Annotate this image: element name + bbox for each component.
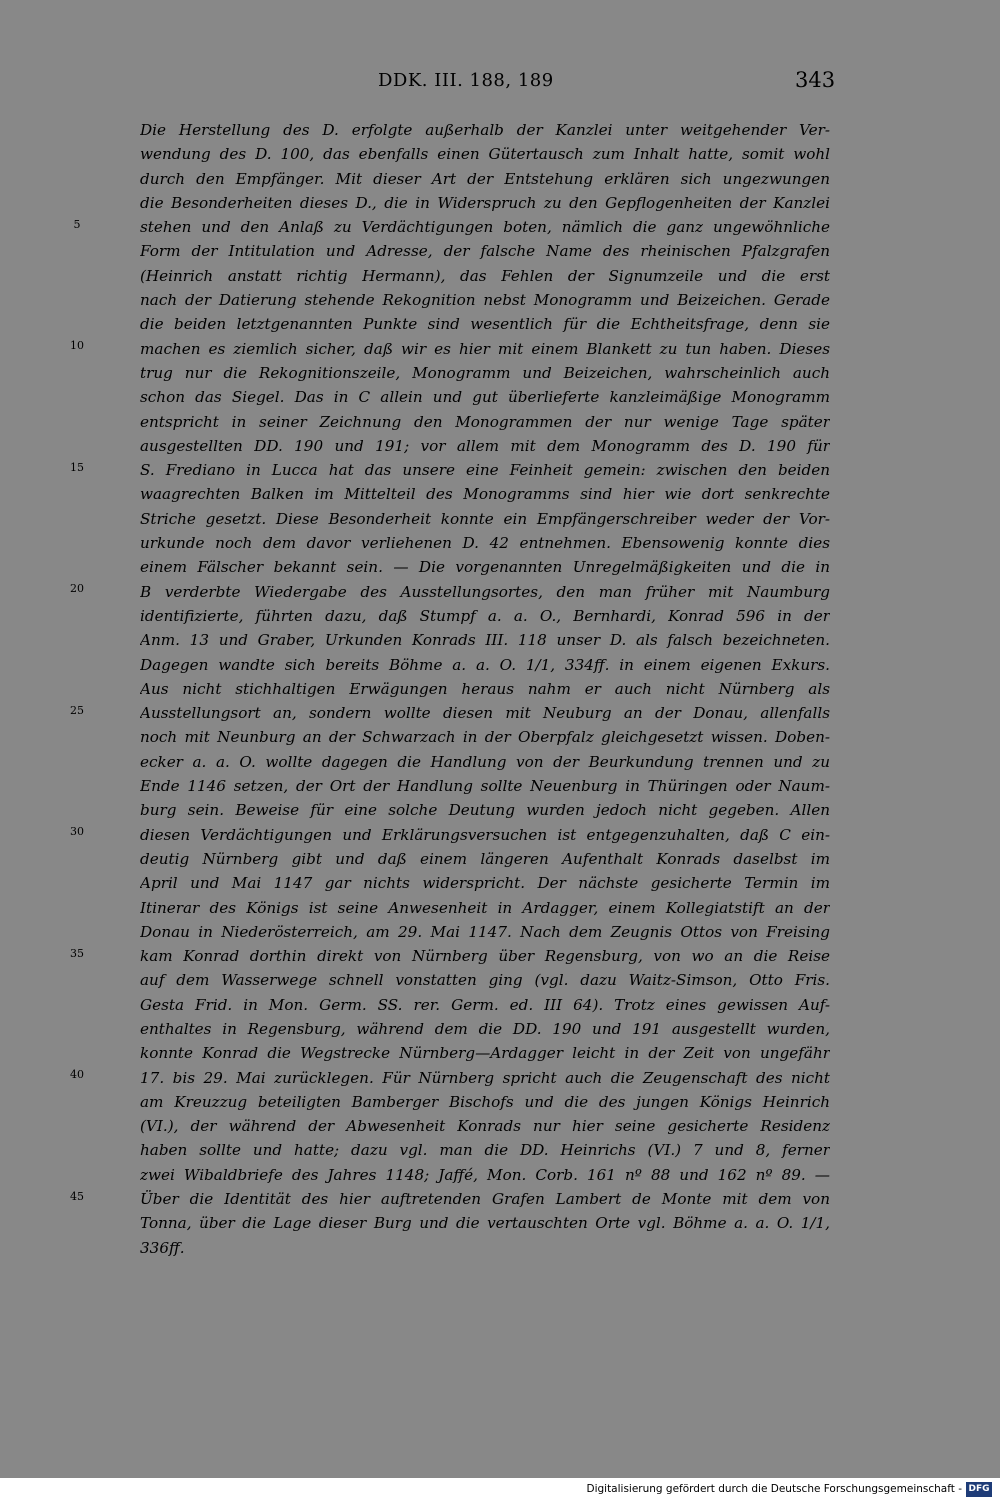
line-number: 45 xyxy=(70,1190,84,1203)
line-number: 15 xyxy=(70,461,84,474)
text-line: noch mit Neunburg an der Schwarzach in der Oberpfalz gleichgesetzt wissen. Doben- xyxy=(140,728,830,747)
text-line: diesen Verdächtigungen und Erklärungsversuchen ist entgegenzuhalten, daß C ein- xyxy=(140,825,830,844)
dfg-logo: DFG xyxy=(966,1482,992,1497)
text-line: Donau in Niederösterreich, am 29. Mai 1147. Nach dem Zeugnis Ottos von Freising xyxy=(140,922,830,941)
body-text xyxy=(140,118,830,1260)
text-line: Gesta Frid. in Mon. Germ. SS. rer. Germ. ed. III 64). Trotz eines gewissen Auf- xyxy=(140,995,830,1014)
text-line: waagrechten Balken im Mittelteil des Monogramms sind hier wie dort senkrechte xyxy=(140,485,830,504)
text-line: stehen und den Anlaß zu Verdächtigungen boten, nämlich die ganz ungewöhnliche xyxy=(140,218,830,237)
text-line: deutig Nürnberg gibt und daß einem längeren Aufenthalt Konrads daselbst im xyxy=(140,849,830,868)
text-line: haben sollte und hatte; dazu vgl. man die DD. Heinrichs (VI.) 7 und 8, ferner xyxy=(140,1141,830,1160)
line-number: 25 xyxy=(70,704,84,717)
text-line: einem Fälscher bekannt sein. — Die vorgenannten Unregelmäßigkeiten und die in xyxy=(140,558,830,577)
running-title: DDK. III. 188, 189 xyxy=(378,70,554,91)
text-line: 336ff. xyxy=(140,1238,185,1257)
line-number: 35 xyxy=(70,947,84,960)
line-number: 40 xyxy=(70,1068,84,1081)
line-number: 30 xyxy=(70,825,84,838)
text-line: die beiden letztgenannten Punkte sind wesentlich für die Echtheitsfrage, denn sie xyxy=(140,315,830,334)
text-line: Ende 1146 setzen, der Ort der Handlung sollte Neuenburg in Thüringen oder Naum- xyxy=(140,777,830,796)
text-line: durch den Empfänger. Mit dieser Art der Entstehung erklären sich ungezwungen xyxy=(140,169,830,188)
text-line: Striche gesetzt. Diese Besonderheit konnte ein Empfängerschreiber weder der Vor- xyxy=(140,509,830,528)
text-line: 17. bis 29. Mai zurücklegen. Für Nürnberg spricht auch die Zeugenschaft des nicht xyxy=(140,1068,830,1087)
text-line: identifizierte, führten dazu, daß Stumpf a. a. O., Bernhardi, Konrad 596 in der xyxy=(140,606,830,625)
digitization-footer xyxy=(0,1478,1000,1502)
page-header xyxy=(0,68,1000,100)
line-number: 10 xyxy=(70,339,84,352)
page-number: 343 xyxy=(795,68,836,92)
text-line: urkunde noch dem davor verliehenen D. 42 entnehmen. Ebensowenig konnte dies xyxy=(140,534,830,553)
text-line: April und Mai 1147 gar nichts widerspricht. Der nächste gesicherte Termin im xyxy=(140,874,830,893)
text-line: wendung des D. 100, das ebenfalls einen Gütertausch zum Inhalt hatte, somit wohl xyxy=(140,145,830,164)
text-line: ausgestellten DD. 190 und 191; vor allem mit dem Monogramm des D. 190 für xyxy=(140,436,830,455)
text-line: Itinerar des Königs ist seine Anwesenheit in Ardagger, einem Kollegiatstift an der xyxy=(140,898,830,917)
text-line: B verderbte Wiedergabe des Ausstellungsortes, den man früher mit Naumburg xyxy=(140,582,830,601)
text-line: S. Frediano in Lucca hat das unsere eine Feinheit gemein: zwischen den beiden xyxy=(140,461,830,480)
text-line: Über die Identität des hier auftretenden Grafen Lambert de Monte mit dem von xyxy=(140,1190,830,1209)
funding-credit: Digitalisierung gefördert durch die Deutsche Forschungsgemeinschaft - xyxy=(586,1483,962,1495)
text-line: Dagegen wandte sich bereits Böhme a. a. O. 1/1, 334ff. in einem eigenen Exkurs. xyxy=(140,655,830,674)
text-line: konnte Konrad die Wegstrecke Nürnberg—Ardagger leicht in der Zeit von ungefähr xyxy=(140,1044,830,1063)
text-line: entspricht in seiner Zeichnung den Monogrammen der nur wenige Tage später xyxy=(140,412,830,431)
text-line: nach der Datierung stehende Rekognition nebst Monogramm und Beizeichen. Gerade xyxy=(140,291,830,310)
text-line: Form der Intitulation und Adresse, der falsche Name des rheinischen Pfalzgrafen xyxy=(140,242,830,261)
text-line: auf dem Wasserwege schnell vonstatten ging (vgl. dazu Waitz-Simson, Otto Fris. xyxy=(140,971,830,990)
text-line: ecker a. a. O. wollte dagegen die Handlung von der Beurkundung trennen und zu xyxy=(140,752,830,771)
text-line: machen es ziemlich sicher, daß wir es hier mit einem Blankett zu tun haben. Dieses xyxy=(140,339,830,358)
text-line: (Heinrich anstatt richtig Hermann), das Fehlen der Signumzeile und die erst xyxy=(140,266,830,285)
text-line: schon das Siegel. Das in C allein und gut überlieferte kanzleimäßige Monogramm xyxy=(140,388,830,407)
text-line: Die Herstellung des D. erfolgte außerhalb der Kanzlei unter weitgehender Ver- xyxy=(140,121,830,139)
line-number: 20 xyxy=(70,582,84,595)
text-line: die Besonderheiten dieses D., die in Widerspruch zu den Gepflogenheiten der Kanzlei xyxy=(140,193,830,212)
text-line: Tonna, über die Lage dieser Burg und die vertauschten Orte vgl. Böhme a. a. O. 1/1, xyxy=(140,1214,830,1233)
text-line: trug nur die Rekognitionszeile, Monogramm und Beizeichen, wahrscheinlich auch xyxy=(140,363,830,382)
text-line: enthaltes in Regensburg, während dem die DD. 190 und 191 ausgestellt wurden, xyxy=(140,1019,830,1038)
text-line: Aus nicht stichhaltigen Erwägungen heraus nahm er auch nicht Nürnberg als xyxy=(140,679,830,698)
text-line: burg sein. Beweise für eine solche Deutung wurden jedoch nicht gegeben. Allen xyxy=(140,801,830,820)
text-line: (VI.), der während der Abwesenheit Konrads nur hier seine gesicherte Residenz xyxy=(140,1117,830,1136)
text-line: Anm. 13 und Graber, Urkunden Konrads III. 118 unser D. als falsch bezeichneten. xyxy=(140,631,830,650)
text-line: Ausstellungsort an, sondern wollte diesen mit Neuburg an der Donau, allenfalls xyxy=(140,704,830,723)
text-line: zwei Wibaldbriefe des Jahres 1148; Jaffé, Mon. Corb. 161 nº 88 und 162 nº 89. — xyxy=(140,1165,830,1184)
text-line: am Kreuzzug beteiligten Bamberger Bischofs und die des jungen Königs Heinrich xyxy=(140,1092,830,1111)
text-line: kam Konrad dorthin direkt von Nürnberg über Regensburg, von wo an die Reise xyxy=(140,947,830,966)
line-number: 5 xyxy=(73,218,81,231)
